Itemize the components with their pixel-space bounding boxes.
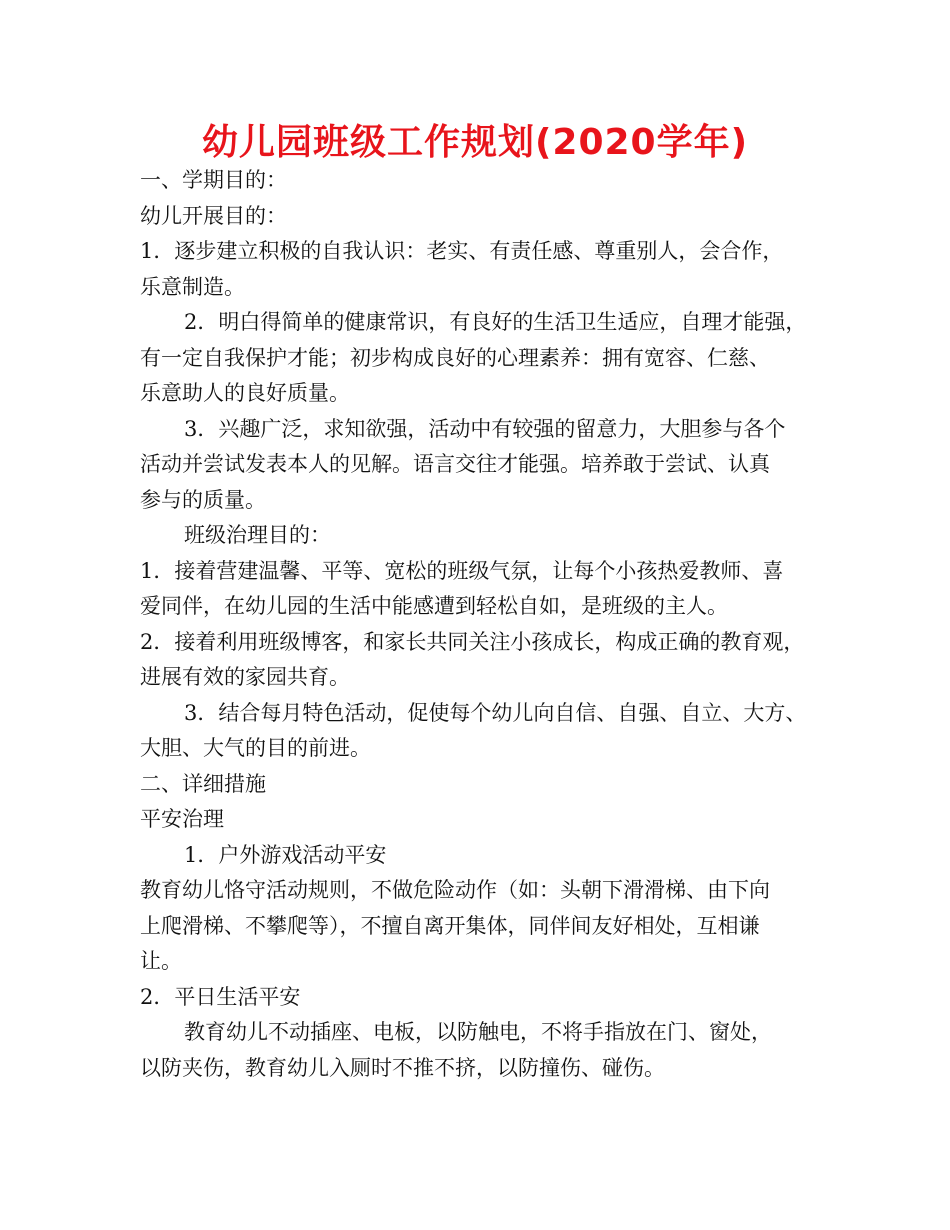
text-line: 参与的质量。 xyxy=(140,487,266,512)
text-line: 1．逐步建立积极的自我认识：老实、有责任感、尊重别人，会合作， xyxy=(140,239,784,263)
text-line: 教育幼儿不动插座、电板，以防触电，不将手指放在门、窗处， xyxy=(184,1020,772,1044)
document-title: 幼儿园班级工作规划(2020学年) xyxy=(201,122,749,163)
text-line: 有一定自我保护才能；初步构成良好的心理素养：拥有宽容、仁慈、 xyxy=(140,345,770,370)
text-line: 平安治理 xyxy=(140,807,224,831)
text-line: 1．户外游戏活动平安 xyxy=(184,842,387,867)
document-body xyxy=(140,163,840,1086)
text-line: 二、详细措施 xyxy=(140,771,266,796)
text-line: 2．接着利用班级博客，和家长共同关注小孩成长，构成正确的教育观， xyxy=(140,629,805,654)
text-line: 2．明白得简单的健康常识，有良好的生活卫生适应，自理才能强， xyxy=(184,310,807,334)
text-line: 爱同伴，在幼儿园的生活中能感遭到轻松自如，是班级的主人。 xyxy=(140,594,728,618)
text-line: 活动并尝试发表本人的见解。语言交往才能强。培养敢于尝试、认真 xyxy=(140,452,770,476)
text-line: 班级治理目的： xyxy=(184,523,331,547)
text-line: 乐意制造。 xyxy=(140,274,245,299)
text-line: 大胆、大气的目的前进。 xyxy=(140,736,371,760)
text-line: 进展有效的家园共育。 xyxy=(140,665,350,689)
text-line: 2．平日生活平安 xyxy=(140,984,301,1009)
text-line: 以防夹伤，教育幼儿入厕时不推不挤，以防撞伤、碰伤。 xyxy=(140,1055,665,1080)
text-line: 1．接着营建温馨、平等、宽松的班级气氛，让每个小孩热爱教师、喜 xyxy=(140,558,784,583)
text-line: 一、学期目的： xyxy=(140,168,287,192)
text-line: 3．结合每月特色活动，促使每个幼儿向自信、自强、自立、大方、 xyxy=(184,700,807,725)
text-line: 乐意助人的良好质量。 xyxy=(140,381,350,405)
text-line: 3．兴趣广泛，求知欲强，活动中有较强的留意力，大胆参与各个 xyxy=(184,416,786,441)
text-line: 教育幼儿恪守活动规则，不做危险动作（如：头朝下滑滑梯、由下向 xyxy=(140,878,770,902)
text-line: 幼儿开展目的： xyxy=(140,203,287,228)
text-line: 上爬滑梯、不攀爬等），不擅自离开集体，同伴间友好相处，互相谦 xyxy=(140,913,760,938)
text-line: 让。 xyxy=(140,949,182,973)
